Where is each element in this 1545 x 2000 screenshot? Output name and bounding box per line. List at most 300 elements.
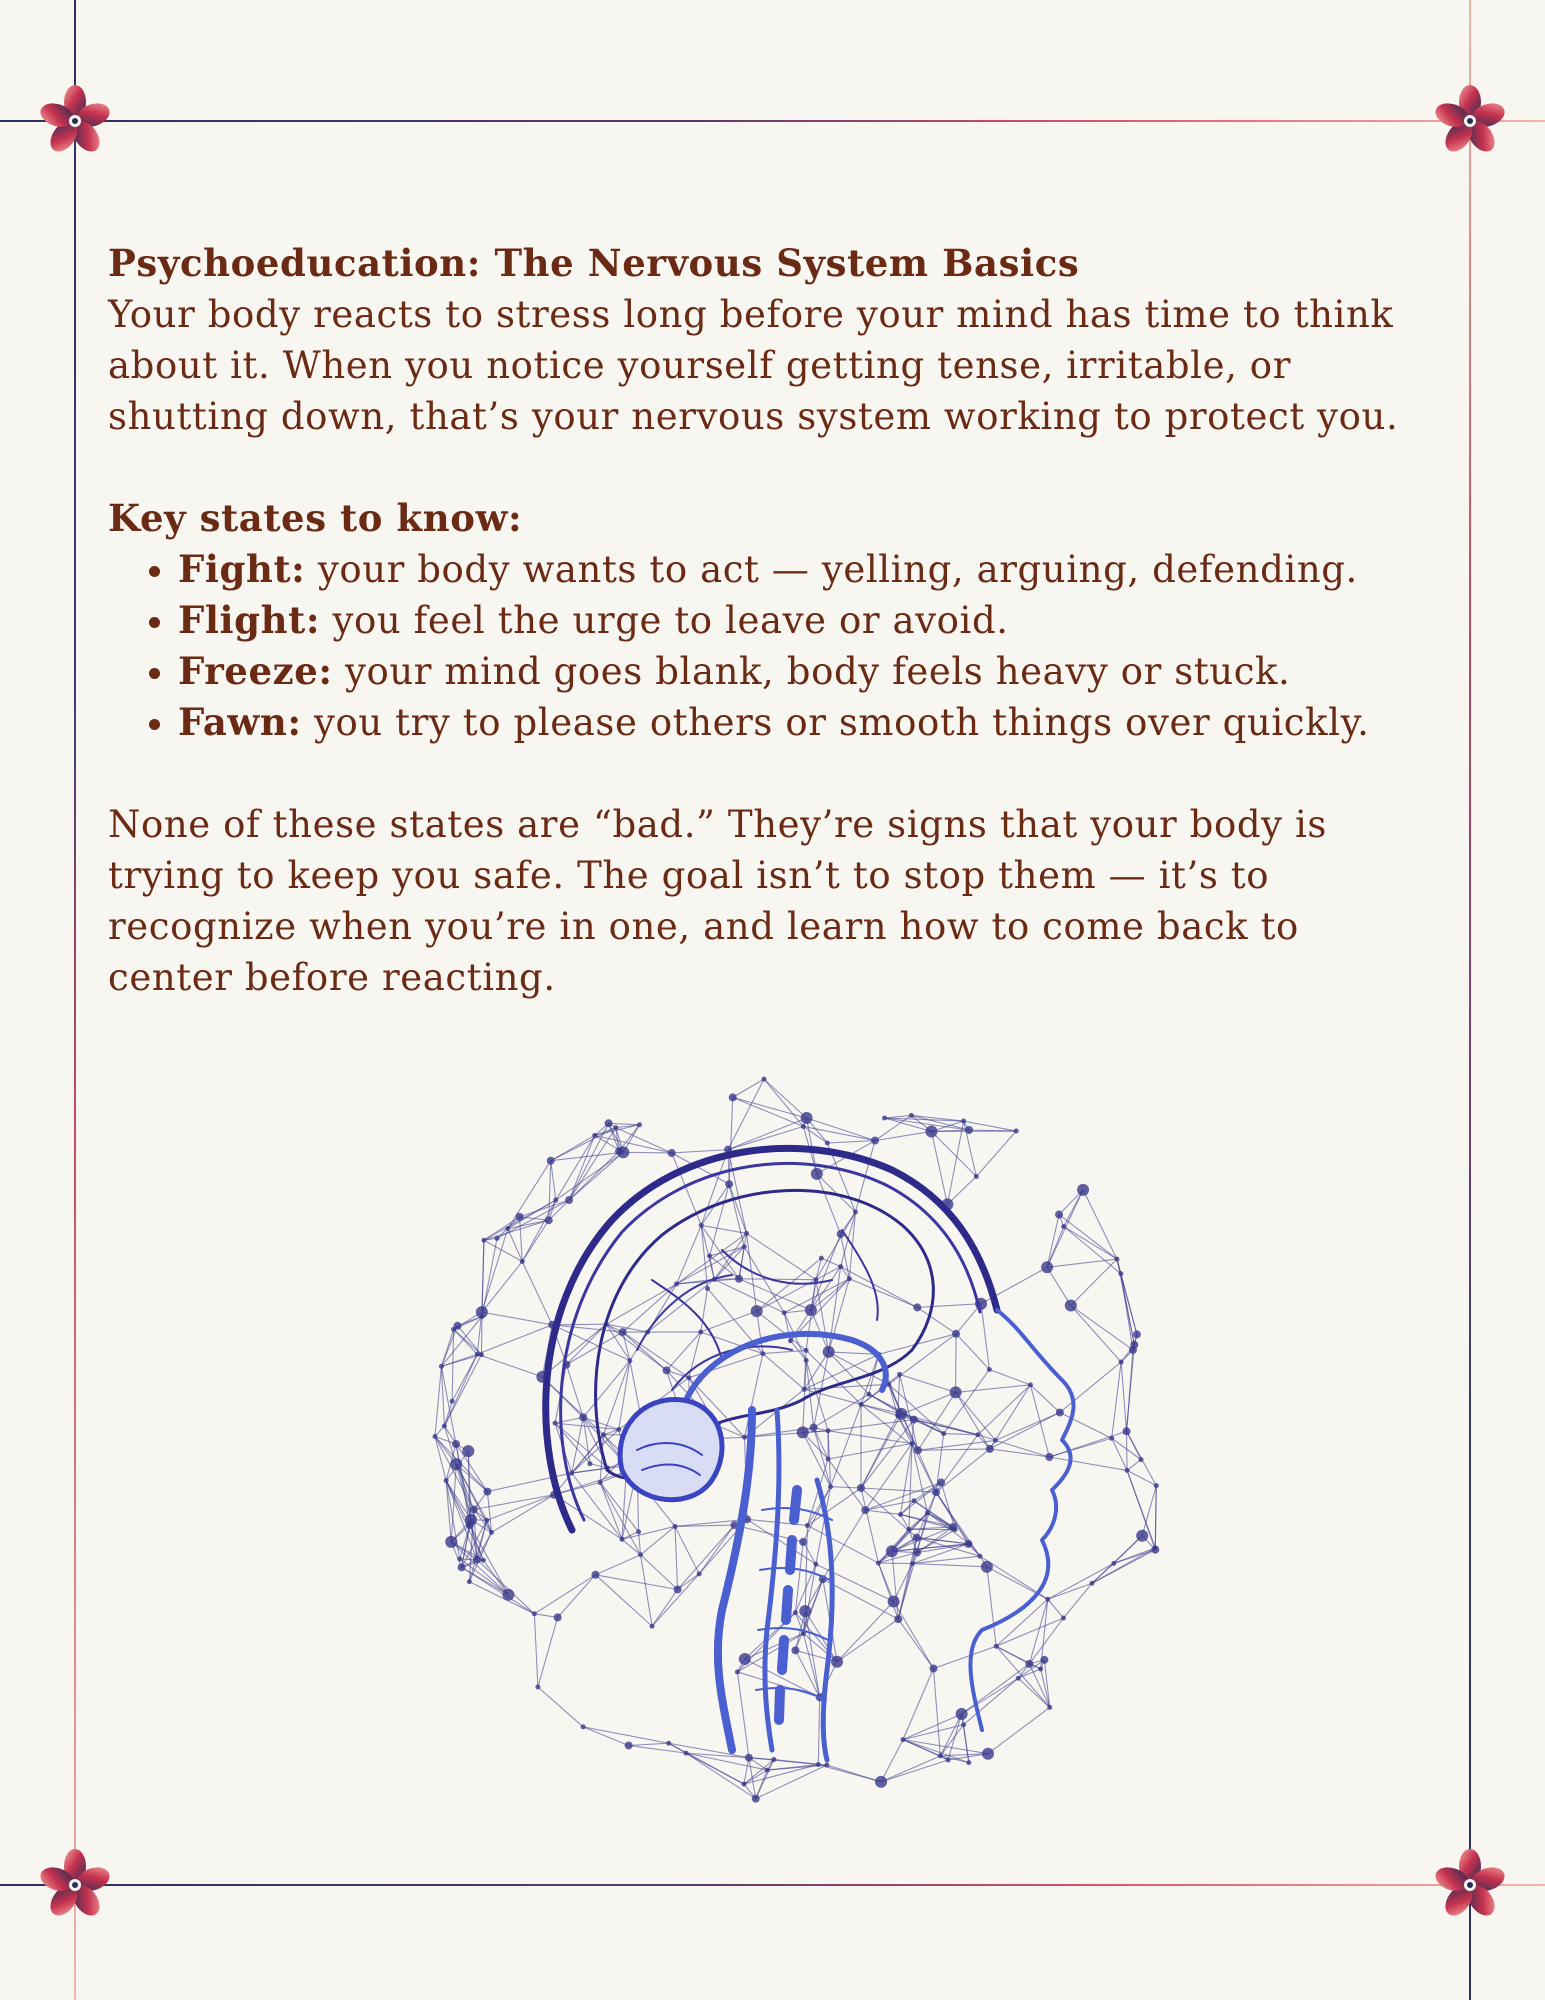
state-description: your body wants to act — yelling, arguing, defending. bbox=[305, 548, 1358, 591]
network-link bbox=[619, 1361, 630, 1430]
network-node bbox=[432, 1434, 437, 1439]
network-node bbox=[1136, 1530, 1148, 1542]
network-node bbox=[876, 1560, 881, 1565]
network-link bbox=[767, 1765, 818, 1771]
network-link bbox=[534, 1614, 538, 1687]
list-item bbox=[178, 697, 1428, 748]
network-node bbox=[442, 1423, 447, 1428]
network-link bbox=[520, 1217, 523, 1262]
network-node bbox=[620, 1537, 625, 1542]
network-link bbox=[701, 1225, 714, 1279]
network-link bbox=[841, 1267, 918, 1308]
document-body bbox=[108, 238, 1428, 1003]
network-link bbox=[990, 1449, 1049, 1457]
network-node bbox=[742, 1244, 747, 1249]
network-link bbox=[629, 1745, 686, 1753]
network-node bbox=[847, 1276, 852, 1281]
network-node bbox=[961, 1722, 966, 1727]
network-node bbox=[761, 1077, 766, 1082]
network-link bbox=[849, 1279, 917, 1308]
state-term: Fight: bbox=[178, 547, 306, 591]
network-node bbox=[581, 1724, 586, 1729]
network-node bbox=[735, 1275, 743, 1283]
list-item bbox=[178, 646, 1428, 697]
network-link bbox=[818, 1697, 819, 1764]
network-link bbox=[1112, 1438, 1127, 1470]
network-link bbox=[903, 1668, 933, 1739]
network-node bbox=[977, 1554, 982, 1559]
network-link bbox=[795, 1542, 803, 1613]
network-node bbox=[1114, 1257, 1119, 1262]
network-node bbox=[1061, 1615, 1066, 1620]
network-link bbox=[728, 1118, 807, 1150]
network-node bbox=[946, 1757, 951, 1762]
network-node bbox=[592, 1133, 597, 1138]
network-node bbox=[473, 1555, 481, 1563]
network-node bbox=[451, 1327, 456, 1332]
network-node bbox=[805, 1304, 817, 1316]
state-description: you feel the urge to leave or avoid. bbox=[320, 599, 1009, 642]
frame-line-bottom bbox=[0, 1884, 1545, 1886]
network-node bbox=[801, 1124, 806, 1129]
network-link bbox=[987, 1567, 996, 1646]
network-link bbox=[988, 1707, 1050, 1753]
network-node bbox=[672, 1524, 677, 1529]
network-node bbox=[895, 1413, 900, 1418]
network-link bbox=[477, 1354, 542, 1377]
network-node bbox=[799, 1538, 807, 1546]
network-node bbox=[483, 1488, 491, 1496]
network-link bbox=[595, 1575, 677, 1590]
network-link bbox=[956, 1385, 1031, 1393]
network-link bbox=[900, 1374, 956, 1392]
network-node bbox=[553, 1421, 558, 1426]
network-node bbox=[802, 1387, 807, 1392]
network-node bbox=[857, 1484, 865, 1492]
network-node bbox=[445, 1536, 457, 1548]
network-link bbox=[1047, 1259, 1117, 1267]
network-link bbox=[737, 1672, 748, 1758]
network-node bbox=[520, 1259, 525, 1264]
network-node bbox=[650, 1624, 655, 1629]
network-node bbox=[831, 1656, 843, 1668]
network-node bbox=[705, 1286, 710, 1291]
network-node bbox=[1109, 1436, 1114, 1441]
network-node bbox=[1040, 1656, 1048, 1664]
network-node bbox=[697, 1571, 702, 1576]
network-link bbox=[956, 1392, 996, 1440]
network-link bbox=[865, 1510, 900, 1514]
network-node bbox=[824, 1763, 829, 1768]
frame-line-right bbox=[1469, 0, 1471, 2000]
network-link bbox=[1049, 1457, 1127, 1470]
network-node bbox=[799, 1605, 811, 1617]
network-node bbox=[674, 1281, 679, 1286]
network-node bbox=[495, 1236, 500, 1241]
network-link bbox=[444, 1355, 481, 1426]
network-node bbox=[811, 1168, 823, 1180]
network-link bbox=[831, 1487, 861, 1488]
network-link bbox=[1048, 1563, 1114, 1599]
network-node bbox=[1055, 1211, 1063, 1219]
network-node bbox=[452, 1440, 460, 1448]
network-link bbox=[672, 1150, 728, 1153]
network-node bbox=[467, 1579, 472, 1584]
network-link bbox=[933, 1668, 940, 1755]
network-node bbox=[866, 1392, 871, 1397]
network-node bbox=[813, 1562, 818, 1567]
network-link bbox=[600, 1482, 622, 1539]
network-node bbox=[547, 1157, 555, 1165]
network-node bbox=[813, 1277, 818, 1282]
network-link bbox=[1127, 1350, 1133, 1431]
network-link bbox=[1127, 1431, 1128, 1470]
network-node bbox=[457, 1556, 462, 1561]
network-link bbox=[739, 1279, 816, 1280]
network-link bbox=[947, 1121, 963, 1204]
network-link bbox=[629, 1743, 669, 1745]
network-link bbox=[477, 1559, 534, 1613]
network-node bbox=[949, 1523, 957, 1531]
network-node bbox=[861, 1506, 869, 1514]
network-link bbox=[827, 1141, 875, 1143]
network-node bbox=[901, 1737, 906, 1742]
network-node bbox=[439, 1364, 444, 1369]
network-node bbox=[1056, 1408, 1064, 1416]
flower-icon bbox=[35, 81, 115, 161]
network-link bbox=[807, 1525, 878, 1562]
network-link bbox=[917, 1538, 969, 1544]
network-node bbox=[911, 1498, 916, 1503]
network-link bbox=[569, 1152, 623, 1200]
intro-paragraph: Your body reacts to stress long before your mind has time to think about it. When you notice yourself getting tense, irritable, or shutting down, that’s your nervous system working to protect you. bbox=[108, 293, 1399, 438]
network-node bbox=[882, 1116, 887, 1121]
state-description: your mind goes blank, body feels heavy or stuck. bbox=[332, 650, 1291, 693]
network-link bbox=[538, 1687, 583, 1727]
network-node bbox=[941, 1431, 946, 1436]
network-node bbox=[964, 1540, 972, 1548]
network-node bbox=[929, 1664, 937, 1672]
network-node bbox=[975, 1432, 980, 1437]
network-link bbox=[595, 1135, 672, 1153]
network-node bbox=[745, 1754, 753, 1762]
network-link bbox=[900, 1482, 941, 1514]
network-node bbox=[742, 1435, 747, 1440]
network-node bbox=[913, 1534, 921, 1542]
network-node bbox=[804, 1348, 809, 1353]
network-node bbox=[465, 1514, 477, 1526]
network-link bbox=[652, 1589, 678, 1626]
network-node bbox=[587, 1461, 592, 1466]
network-node bbox=[605, 1119, 613, 1127]
network-link bbox=[622, 1539, 641, 1554]
network-node bbox=[739, 1653, 751, 1665]
network-node bbox=[686, 1375, 691, 1380]
key-states-heading: Key states to know: bbox=[108, 496, 523, 540]
network-link bbox=[454, 1329, 478, 1354]
network-node bbox=[475, 1352, 480, 1357]
brain-network-sphere-icon bbox=[422, 1050, 1184, 1812]
network-link bbox=[1030, 1385, 1059, 1413]
network-node bbox=[505, 1226, 510, 1231]
network-link bbox=[757, 1311, 806, 1350]
network-node bbox=[489, 1530, 494, 1535]
network-node bbox=[859, 1402, 864, 1407]
network-node bbox=[782, 1310, 787, 1315]
network-node bbox=[1090, 1581, 1095, 1586]
network-node bbox=[470, 1506, 478, 1514]
network-link bbox=[1155, 1486, 1156, 1548]
network-node bbox=[793, 1610, 798, 1615]
network-link bbox=[733, 1097, 804, 1126]
network-node bbox=[810, 1424, 818, 1432]
network-node bbox=[910, 1561, 915, 1566]
network-link bbox=[1071, 1306, 1121, 1362]
network-link bbox=[1127, 1460, 1141, 1471]
network-link bbox=[522, 1262, 552, 1325]
network-link bbox=[903, 1740, 969, 1763]
network-link bbox=[435, 1366, 441, 1436]
network-node bbox=[698, 1330, 703, 1335]
network-node bbox=[625, 1741, 633, 1749]
network-node bbox=[950, 1386, 962, 1398]
network-link bbox=[595, 1575, 652, 1626]
network-node bbox=[965, 1126, 973, 1134]
network-node bbox=[981, 1561, 993, 1573]
network-node bbox=[619, 1328, 627, 1336]
network-link bbox=[1044, 1660, 1049, 1708]
network-link bbox=[1047, 1267, 1071, 1305]
network-node bbox=[663, 1366, 671, 1374]
network-link bbox=[837, 1602, 894, 1662]
network-node bbox=[1038, 1666, 1043, 1671]
network-node bbox=[1045, 1597, 1050, 1602]
network-link bbox=[989, 1369, 1030, 1384]
network-link bbox=[583, 1727, 669, 1743]
network-node bbox=[516, 1213, 524, 1221]
network-link bbox=[878, 1563, 912, 1564]
network-node bbox=[853, 1209, 858, 1214]
frame-line-top bbox=[0, 120, 1545, 122]
network-node bbox=[752, 1795, 760, 1803]
network-link bbox=[764, 1079, 803, 1126]
network-node bbox=[1014, 1129, 1019, 1134]
spacer bbox=[108, 442, 1428, 493]
network-node bbox=[771, 1757, 776, 1762]
network-node bbox=[952, 1330, 960, 1338]
network-node bbox=[797, 1426, 809, 1438]
flower-icon bbox=[1430, 81, 1510, 161]
list-item bbox=[178, 595, 1428, 646]
network-node bbox=[1028, 1382, 1033, 1387]
key-states-list bbox=[108, 544, 1428, 748]
network-node bbox=[994, 1644, 999, 1649]
head-silhouette bbox=[546, 1148, 1074, 1760]
network-link bbox=[623, 1332, 689, 1378]
network-node bbox=[741, 1782, 746, 1787]
network-link bbox=[995, 1412, 1059, 1440]
flower-icon bbox=[35, 1845, 115, 1925]
network-node bbox=[1129, 1346, 1137, 1354]
network-link bbox=[865, 1443, 912, 1510]
network-node bbox=[816, 1762, 821, 1767]
network-node bbox=[627, 1358, 632, 1363]
network-link bbox=[606, 1324, 666, 1370]
network-node bbox=[707, 1253, 712, 1258]
network-node bbox=[684, 1751, 689, 1756]
network-link bbox=[558, 1575, 596, 1618]
network-node bbox=[910, 1416, 918, 1424]
network-node bbox=[616, 1427, 621, 1432]
network-node bbox=[938, 1753, 943, 1758]
network-link bbox=[551, 1161, 556, 1200]
network-node bbox=[1139, 1457, 1144, 1462]
network-node bbox=[1153, 1545, 1158, 1550]
network-link bbox=[583, 1361, 630, 1418]
network-link bbox=[990, 1412, 1060, 1448]
state-term: Freeze: bbox=[178, 649, 333, 693]
network-link bbox=[675, 1526, 678, 1589]
network-link bbox=[1071, 1259, 1117, 1305]
network-node bbox=[598, 1480, 603, 1485]
network-node bbox=[1061, 1224, 1066, 1229]
network-node bbox=[875, 1776, 887, 1788]
network-node bbox=[1111, 1561, 1116, 1566]
network-link bbox=[898, 1619, 933, 1668]
network-link bbox=[875, 1131, 931, 1140]
network-link bbox=[804, 1384, 889, 1389]
network-link bbox=[828, 1431, 912, 1444]
network-node bbox=[1123, 1427, 1131, 1435]
network-link bbox=[1127, 1431, 1142, 1459]
network-node bbox=[569, 1471, 574, 1476]
network-link bbox=[828, 1443, 912, 1459]
network-link bbox=[1071, 1306, 1133, 1350]
network-node bbox=[1047, 1705, 1052, 1710]
network-node bbox=[823, 1346, 835, 1358]
network-link bbox=[1121, 1362, 1126, 1431]
network-node bbox=[956, 1708, 968, 1720]
network-node bbox=[1065, 1300, 1077, 1312]
network-link bbox=[477, 1325, 552, 1354]
network-node bbox=[554, 1613, 562, 1621]
network-link bbox=[996, 1646, 1029, 1664]
network-node bbox=[909, 1113, 914, 1118]
network-node bbox=[725, 1180, 733, 1188]
network-node bbox=[601, 1432, 606, 1437]
network-link bbox=[487, 1495, 554, 1520]
network-link bbox=[623, 1152, 671, 1153]
network-link bbox=[538, 1617, 558, 1687]
network-node bbox=[674, 1585, 682, 1593]
network-link bbox=[837, 1619, 898, 1662]
network-link bbox=[747, 1233, 816, 1279]
network-node bbox=[804, 1358, 809, 1363]
network-node bbox=[535, 1685, 540, 1690]
network-node bbox=[788, 1338, 793, 1343]
network-node bbox=[1016, 1676, 1021, 1681]
closing-paragraph: None of these states are “bad.” They’re signs that your body is trying to keep you safe. The goal isn’t to stop them — it’s to recognize when you’re in one, and learn how to come back to center before reacting. bbox=[108, 803, 1327, 999]
network-link bbox=[1142, 1486, 1156, 1536]
list-item bbox=[178, 544, 1428, 595]
network-node bbox=[909, 1441, 914, 1446]
network-link bbox=[903, 1740, 988, 1754]
network-link bbox=[933, 1646, 996, 1668]
network-link bbox=[675, 1526, 699, 1573]
network-node bbox=[1077, 1184, 1089, 1196]
network-node bbox=[699, 1223, 704, 1228]
network-node bbox=[828, 1484, 833, 1489]
network-node bbox=[765, 1768, 770, 1773]
network-link bbox=[701, 1225, 707, 1288]
network-node bbox=[1133, 1330, 1141, 1338]
network-node bbox=[898, 1512, 903, 1517]
network-node bbox=[444, 1478, 449, 1483]
network-node bbox=[825, 1140, 830, 1145]
network-link bbox=[609, 1123, 640, 1124]
network-node bbox=[1118, 1271, 1123, 1276]
network-node bbox=[801, 1112, 813, 1124]
network-link bbox=[583, 1727, 628, 1746]
network-link bbox=[817, 1174, 841, 1234]
network-node bbox=[613, 1125, 618, 1130]
network-node bbox=[937, 1478, 945, 1486]
network-node bbox=[1025, 1660, 1033, 1668]
network-link bbox=[520, 1200, 570, 1217]
network-link bbox=[551, 1128, 616, 1161]
network-link bbox=[956, 1334, 989, 1370]
network-link bbox=[1048, 1599, 1064, 1618]
network-node bbox=[553, 1198, 558, 1203]
network-link bbox=[566, 1332, 622, 1365]
network-node bbox=[826, 1428, 831, 1433]
network-link bbox=[552, 1324, 606, 1325]
network-link bbox=[898, 1564, 912, 1620]
network-node bbox=[735, 1669, 740, 1674]
flower-icon bbox=[1430, 1845, 1510, 1925]
network-node bbox=[819, 1256, 824, 1261]
network-node bbox=[914, 1446, 922, 1454]
network-node bbox=[545, 1216, 553, 1224]
network-link bbox=[917, 1304, 981, 1308]
network-node bbox=[637, 1122, 642, 1127]
network-link bbox=[881, 1756, 940, 1782]
network-link bbox=[534, 1575, 595, 1614]
network-node bbox=[925, 1125, 937, 1137]
network-node bbox=[636, 1529, 641, 1534]
network-link bbox=[482, 1312, 552, 1325]
network-link bbox=[861, 1488, 878, 1563]
state-description: you try to please others or smooth things over quickly. bbox=[301, 701, 1370, 744]
network-link bbox=[804, 1389, 861, 1404]
network-node bbox=[791, 1646, 799, 1654]
state-term: Fawn: bbox=[178, 700, 302, 744]
network-link bbox=[831, 1404, 861, 1486]
network-node bbox=[481, 1238, 486, 1243]
network-node bbox=[579, 1413, 587, 1421]
spacer bbox=[108, 748, 1428, 799]
network-node bbox=[986, 1445, 994, 1453]
network-link bbox=[912, 1564, 987, 1567]
network-link bbox=[976, 1131, 1016, 1176]
network-node bbox=[913, 1303, 921, 1311]
network-link bbox=[807, 1488, 861, 1525]
frame-line-left bbox=[74, 0, 76, 2000]
network-node bbox=[617, 1146, 629, 1158]
network-node bbox=[805, 1523, 810, 1528]
network-node bbox=[565, 1196, 573, 1204]
network-node bbox=[729, 1093, 737, 1101]
